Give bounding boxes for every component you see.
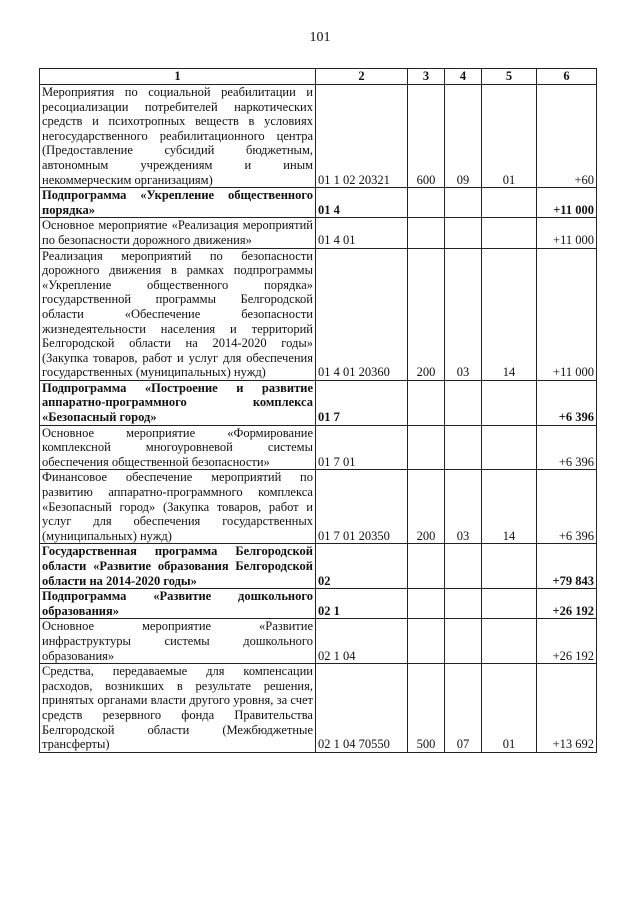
table-row [40, 544, 597, 589]
row-col-4 [445, 380, 482, 425]
row-col-5: 01 [482, 664, 537, 753]
row-col-3 [408, 425, 445, 470]
row-code: 02 1 04 [316, 619, 408, 664]
row-col-5 [482, 218, 537, 248]
row-col-3 [408, 544, 445, 589]
header-col-4: 4 [445, 69, 482, 85]
row-amount: +11 000 [537, 188, 597, 218]
row-col-4 [445, 619, 482, 664]
row-name: Реализация мероприятий по безопасности дорожного движения в рамках подпрограммы «Укрепление общественного порядка» государственной программы Белгородской области «Обеспечение безопасности жизнедеятельности населения и территорий Белгородской области на 2014-2020 годы» (Закупка товаров, работ и услуг для обеспечения государственных (муниципальных) нужд) [40, 248, 316, 380]
row-amount: +11 000 [537, 248, 597, 380]
budget-table [39, 68, 597, 753]
header-col-6: 6 [537, 69, 597, 85]
header-col-3: 3 [408, 69, 445, 85]
row-col-4: 07 [445, 664, 482, 753]
table-row [40, 664, 597, 753]
row-name: Мероприятия по социальной реабилитации и ресоциализации потребителей наркотических средств и психотропных веществ в условиях негосударственного реабилитационного центра (Предоставление субсидий бюджетным, автономным учреждениям и иным некоммерческим организациям) [40, 85, 316, 188]
row-col-5 [482, 425, 537, 470]
table-row [40, 218, 597, 248]
table-row [40, 589, 597, 619]
row-col-4: 03 [445, 470, 482, 544]
table-row [40, 188, 597, 218]
row-col-4 [445, 544, 482, 589]
row-col-3 [408, 589, 445, 619]
row-name: Подпрограмма «Построение и развитие аппаратно-программного комплекса «Безопасный город» [40, 380, 316, 425]
row-col-5 [482, 589, 537, 619]
row-col-3: 200 [408, 248, 445, 380]
header-col-2: 2 [316, 69, 408, 85]
row-code: 01 7 01 20350 [316, 470, 408, 544]
row-col-5: 01 [482, 85, 537, 188]
row-code: 02 1 [316, 589, 408, 619]
row-name: Средства, передаваемые для компенсации расходов, возникших в результате решения, принятых органами власти другого уровня, за счет средств резервного фонда Правительства Белгородской области (Межбюджетные трансферты) [40, 664, 316, 753]
row-code: 01 4 [316, 188, 408, 218]
row-col-3: 600 [408, 85, 445, 188]
row-name: Государственная программа Белгородской области «Развитие образования Белгородской области на 2014-2020 годы» [40, 544, 316, 589]
row-col-5 [482, 619, 537, 664]
row-col-5 [482, 380, 537, 425]
row-name: Финансовое обеспечение мероприятий по развитию аппаратно-программного комплекса «Безопасный город» (Закупка товаров, работ и услуг для обеспечения государственных (муниципальных) нужд) [40, 470, 316, 544]
row-name: Подпрограмма «Укрепление общественного порядка» [40, 188, 316, 218]
row-code: 02 1 04 70550 [316, 664, 408, 753]
row-amount: +6 396 [537, 470, 597, 544]
table-row [40, 248, 597, 380]
row-amount: +60 [537, 85, 597, 188]
row-name: Основное мероприятие «Развитие инфраструктуры системы дошкольного образования» [40, 619, 316, 664]
table-row [40, 619, 597, 664]
row-code: 01 4 01 [316, 218, 408, 248]
row-code: 01 7 01 [316, 425, 408, 470]
row-col-4 [445, 188, 482, 218]
page-number: 101 [309, 30, 331, 45]
row-col-3: 500 [408, 664, 445, 753]
row-name: Основное мероприятие «Формирование комплексной многоуровневой системы обеспечения общественной безопасности» [40, 425, 316, 470]
header-col-1: 1 [40, 69, 316, 85]
row-col-4 [445, 589, 482, 619]
row-amount: +11 000 [537, 218, 597, 248]
row-code: 01 4 01 20360 [316, 248, 408, 380]
table-row [40, 425, 597, 470]
table-row [40, 380, 597, 425]
row-col-3 [408, 619, 445, 664]
row-code: 02 [316, 544, 408, 589]
row-col-5: 14 [482, 470, 537, 544]
row-name: Подпрограмма «Развитие дошкольного образования» [40, 589, 316, 619]
row-code: 01 7 [316, 380, 408, 425]
row-amount: +26 192 [537, 589, 597, 619]
row-col-3 [408, 188, 445, 218]
row-amount: +79 843 [537, 544, 597, 589]
row-amount: +13 692 [537, 664, 597, 753]
row-col-3: 200 [408, 470, 445, 544]
row-col-5 [482, 544, 537, 589]
table-row [40, 470, 597, 544]
row-col-4 [445, 218, 482, 248]
row-col-3 [408, 380, 445, 425]
row-col-3 [408, 218, 445, 248]
row-amount: +6 396 [537, 425, 597, 470]
row-col-4: 09 [445, 85, 482, 188]
row-name: Основное мероприятие «Реализация мероприятий по безопасности дорожного движения» [40, 218, 316, 248]
row-col-5: 14 [482, 248, 537, 380]
row-col-5 [482, 188, 537, 218]
row-amount: +6 396 [537, 380, 597, 425]
row-col-4 [445, 425, 482, 470]
header-col-5: 5 [482, 69, 537, 85]
header-row [40, 69, 597, 85]
table-row [40, 85, 597, 188]
row-col-4: 03 [445, 248, 482, 380]
row-code: 01 1 02 20321 [316, 85, 408, 188]
row-amount: +26 192 [537, 619, 597, 664]
